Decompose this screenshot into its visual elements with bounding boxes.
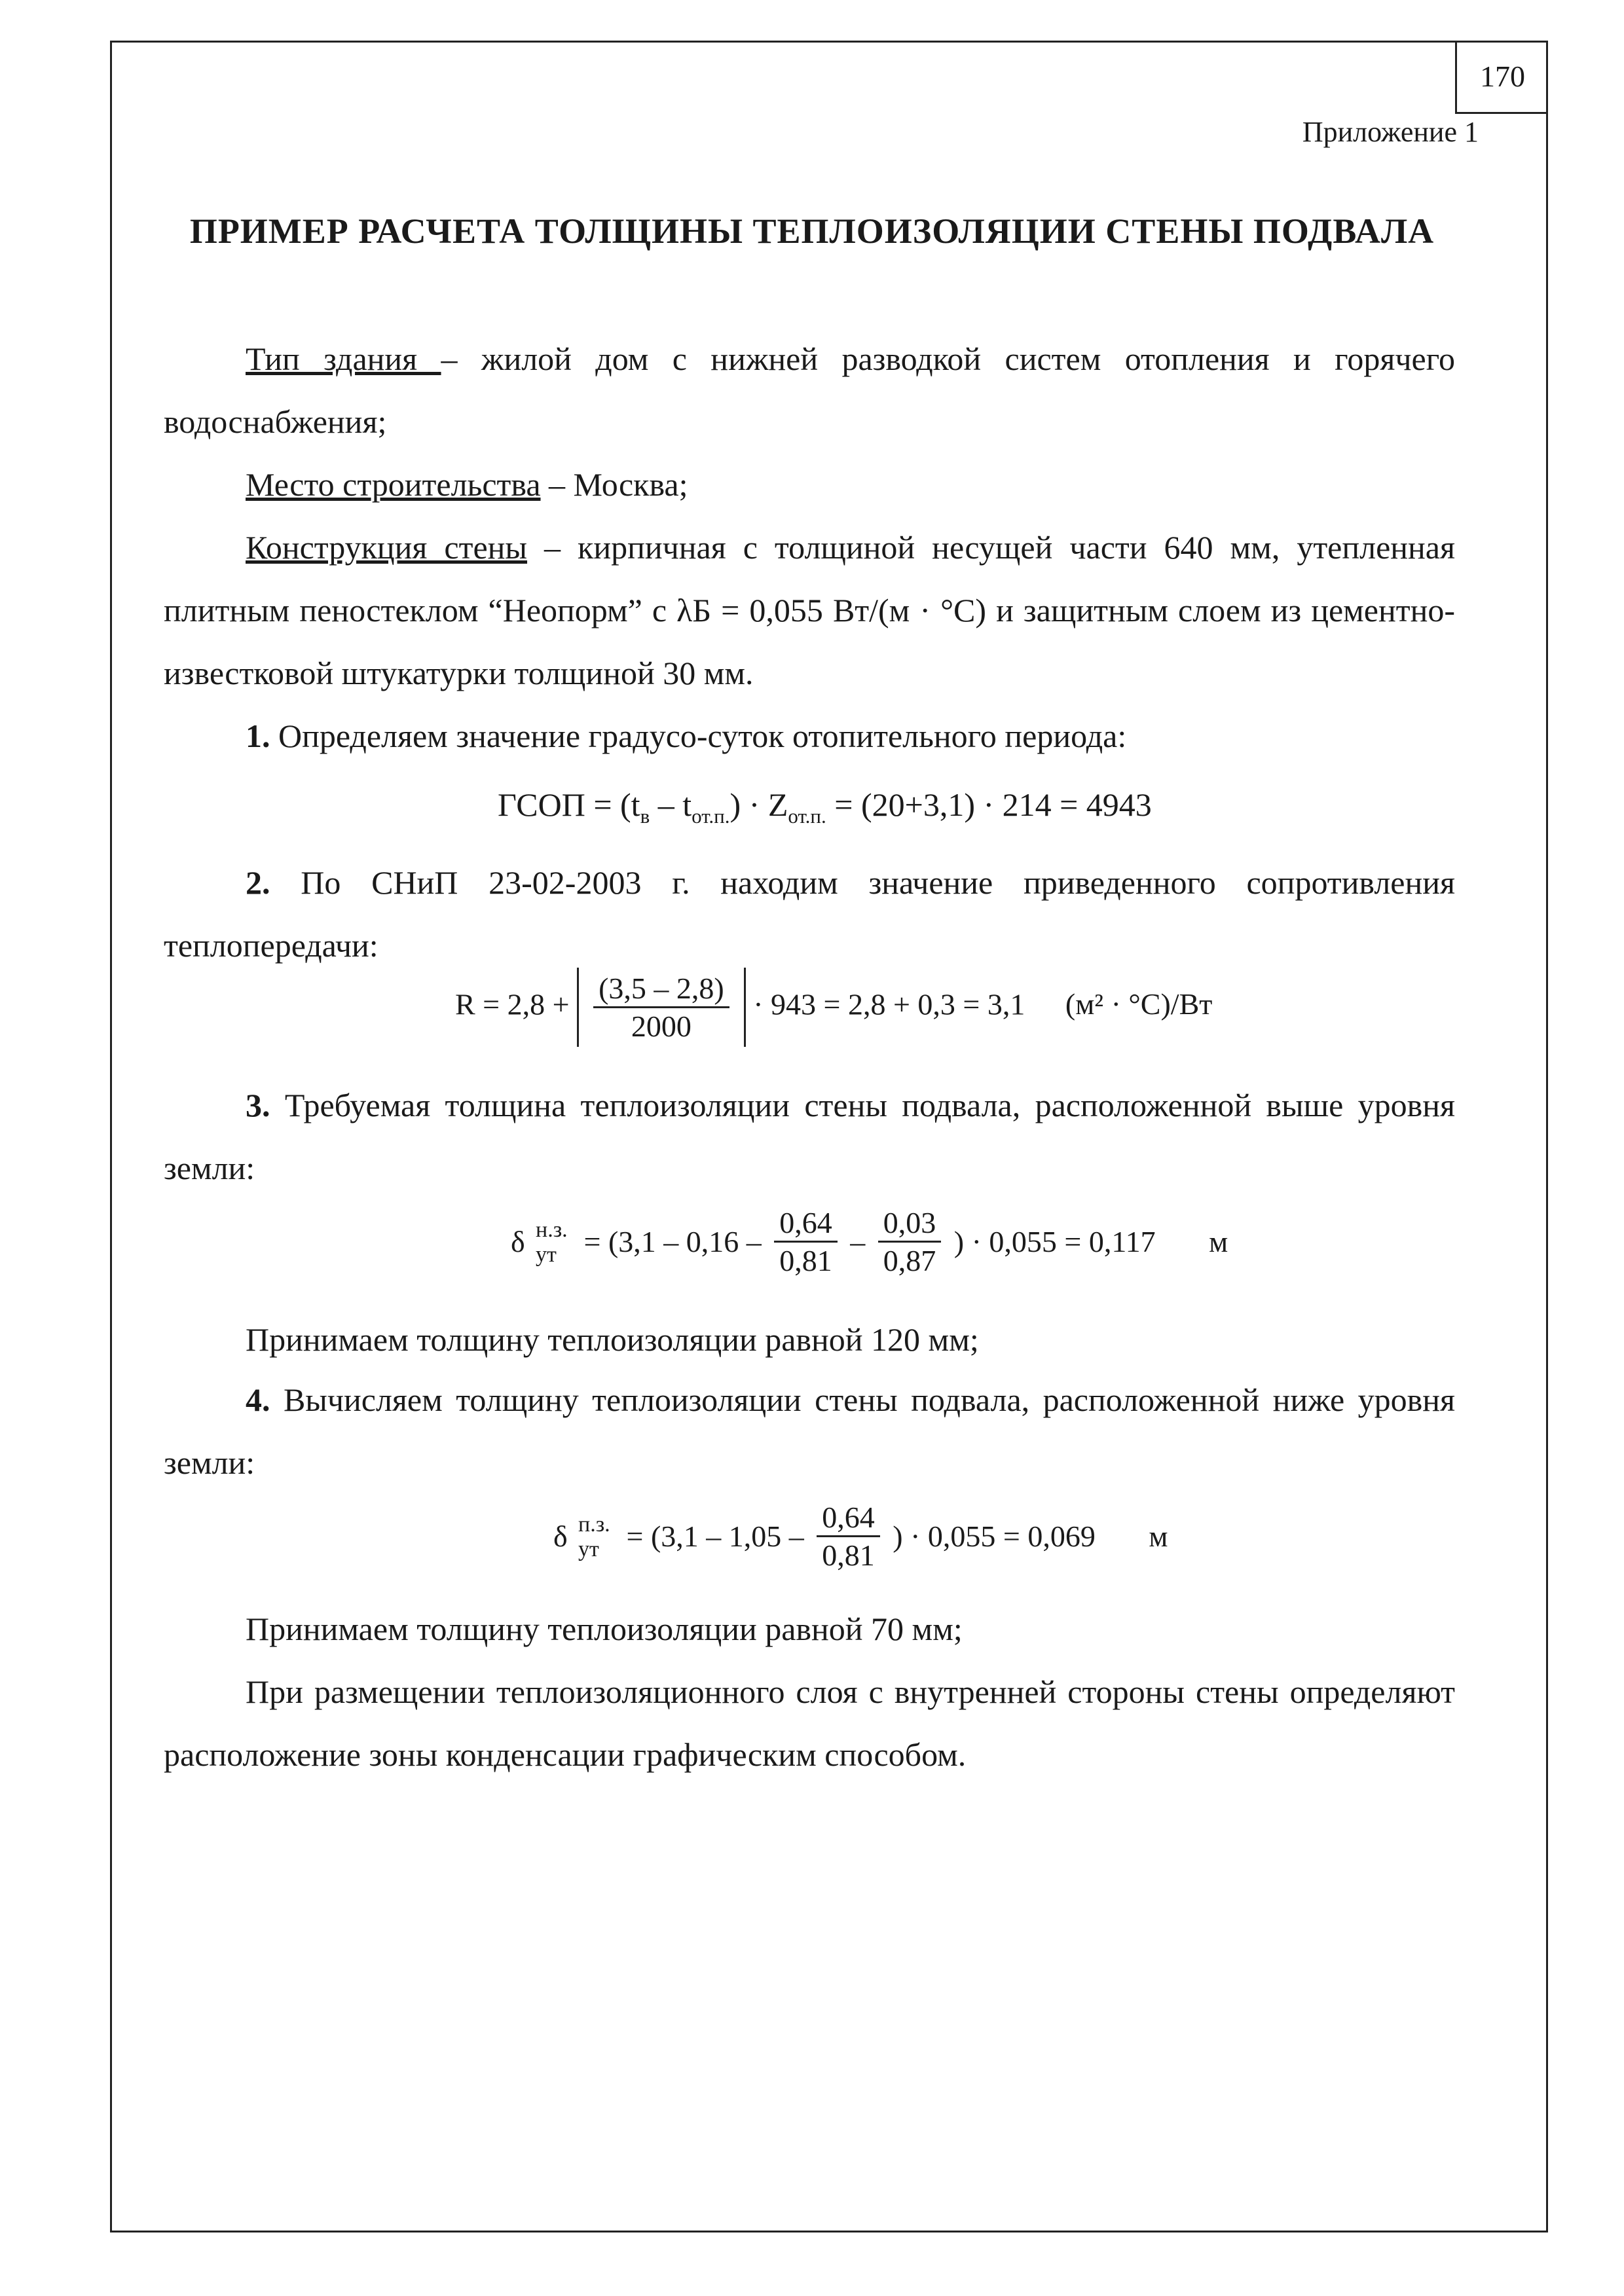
formula-resistance bbox=[455, 968, 1212, 1047]
formula-above-unit: м bbox=[1209, 1225, 1228, 1259]
step-3-number: 3. bbox=[246, 1087, 270, 1123]
step-1-number: 1. bbox=[246, 718, 270, 754]
formula-resistance-fraction bbox=[593, 970, 729, 1044]
label-wall-construction: Конструкция стены bbox=[246, 529, 528, 566]
symbol-delta-below bbox=[553, 1512, 619, 1562]
document-title: ПРИМЕР РАСЧЕТА ТОЛЩИНЫ ТЕПЛОИЗОЛЯЦИИ СТЕНЫ ПОДВАЛА bbox=[189, 211, 1435, 251]
label-location: Место строительства bbox=[246, 466, 541, 503]
formula-above-ground bbox=[511, 1205, 1228, 1279]
step-3-text: Требуемая толщина теплоизоляции стены подвала, расположенной выше уровня земли: bbox=[164, 1087, 1455, 1186]
conclusion-below: Принимаем толщину теплоизоляции равной 70 мм; bbox=[246, 1611, 963, 1647]
step-4 bbox=[164, 1368, 1455, 1494]
text-wall-construction: – кирпичная с толщиной несущей части 640 мм, утепленная плитным пеностеклом “Неопорм” с λБ = 0,055 Вт/(м · °С) и защитным слоем из цементно-известковой штукатурки толщиной 30 мм. bbox=[164, 529, 1455, 691]
conclusion-above: Принимаем толщину теплоизоляции равной 120 мм; bbox=[246, 1321, 979, 1358]
formula-gsop-zsub: от.п. bbox=[788, 805, 826, 828]
formula-gsop-top-sub: от.п. bbox=[692, 805, 730, 828]
delta-below: δ bbox=[553, 1520, 568, 1554]
formula-above-minus: – bbox=[850, 1225, 866, 1259]
label-building-type: Тип здания bbox=[246, 340, 441, 377]
formula-below-rhs: ) · 0,055 = 0,069 bbox=[893, 1520, 1096, 1554]
fraction-above-1-num: 0,64 bbox=[774, 1205, 838, 1243]
delta-above: δ bbox=[511, 1225, 525, 1259]
formula-resistance-numerator: (3,5 – 2,8) bbox=[593, 970, 729, 1008]
step-2 bbox=[164, 851, 1455, 977]
step-3 bbox=[164, 1074, 1455, 1199]
formula-resistance-lhs: R = 2,8 + bbox=[455, 987, 570, 1021]
paragraph-location bbox=[164, 453, 1455, 516]
paragraph-building-type bbox=[164, 327, 1455, 453]
fraction-above-2 bbox=[878, 1205, 942, 1279]
fraction-above-2-den: 0,87 bbox=[883, 1244, 936, 1278]
formula-gsop-tv-sub: в bbox=[640, 805, 650, 828]
step-4-number: 4. bbox=[246, 1381, 270, 1418]
text-location: – Москва; bbox=[540, 466, 688, 503]
fraction-above-2-num: 0,03 bbox=[878, 1205, 942, 1243]
fraction-above-1-den: 0,81 bbox=[779, 1244, 832, 1278]
formula-resistance-unit: (м² · °С)/Вт bbox=[1065, 987, 1213, 1021]
delta-above-sub: ут bbox=[536, 1243, 557, 1267]
step-4-text: Вычисляем толщину теплоизоляции стены подвала, расположенной ниже уровня земли: bbox=[164, 1381, 1455, 1481]
step-1-text: Определяем значение градусо-суток отопительного периода: bbox=[270, 718, 1127, 754]
formula-gsop-rhs: = (20+3,1) · 214 = 4943 bbox=[826, 786, 1152, 823]
step-2-text: По СНиП 23-02-2003 г. находим значение приведенного сопротивления теплопередачи: bbox=[164, 864, 1455, 964]
delta-above-sup: н.з. bbox=[536, 1218, 568, 1243]
symbol-delta-above bbox=[511, 1218, 576, 1267]
formula-above-rhs: ) · 0,055 = 0,117 bbox=[953, 1225, 1156, 1259]
formula-below-eq: = (3,1 – 1,05 – bbox=[626, 1520, 804, 1554]
fraction-below-1-den: 0,81 bbox=[822, 1539, 875, 1573]
delta-below-sub: ут bbox=[578, 1537, 599, 1562]
fraction-below-1 bbox=[817, 1499, 880, 1573]
delta-below-sup: п.з. bbox=[578, 1512, 610, 1537]
formula-gsop-mid: – t bbox=[650, 786, 692, 823]
formula-resistance-bracket bbox=[577, 968, 746, 1047]
paragraph-wall-construction bbox=[164, 516, 1455, 704]
page-number: 170 bbox=[1455, 41, 1548, 114]
fraction-above-1 bbox=[774, 1205, 838, 1279]
appendix-label: Приложение 1 bbox=[1302, 116, 1479, 148]
formula-below-ground bbox=[553, 1499, 1168, 1573]
formula-resistance-denominator: 2000 bbox=[631, 1010, 692, 1044]
formula-gsop-z: ) · Z bbox=[729, 786, 788, 823]
fraction-below-1-num: 0,64 bbox=[817, 1499, 880, 1537]
step-1 bbox=[164, 704, 1455, 767]
formula-resistance-rhs: · 943 = 2,8 + 0,3 = 3,1 bbox=[753, 987, 1025, 1021]
formula-gsop-lhs: ГСОП = (t bbox=[498, 786, 640, 823]
formula-below-unit: м bbox=[1149, 1520, 1168, 1554]
final-note: При размещении теплоизоляционного слоя с внутренней стороны стены определяют расположение зоны конденсации графическим способом. bbox=[164, 1673, 1455, 1773]
formula-gsop bbox=[498, 786, 1152, 828]
text-building-type: – жилой дом с нижней разводкой систем отопления и горячего водоснабжения; bbox=[164, 340, 1455, 440]
step-2-number: 2. bbox=[246, 864, 270, 901]
formula-above-eq: = (3,1 – 0,16 – bbox=[583, 1225, 762, 1259]
